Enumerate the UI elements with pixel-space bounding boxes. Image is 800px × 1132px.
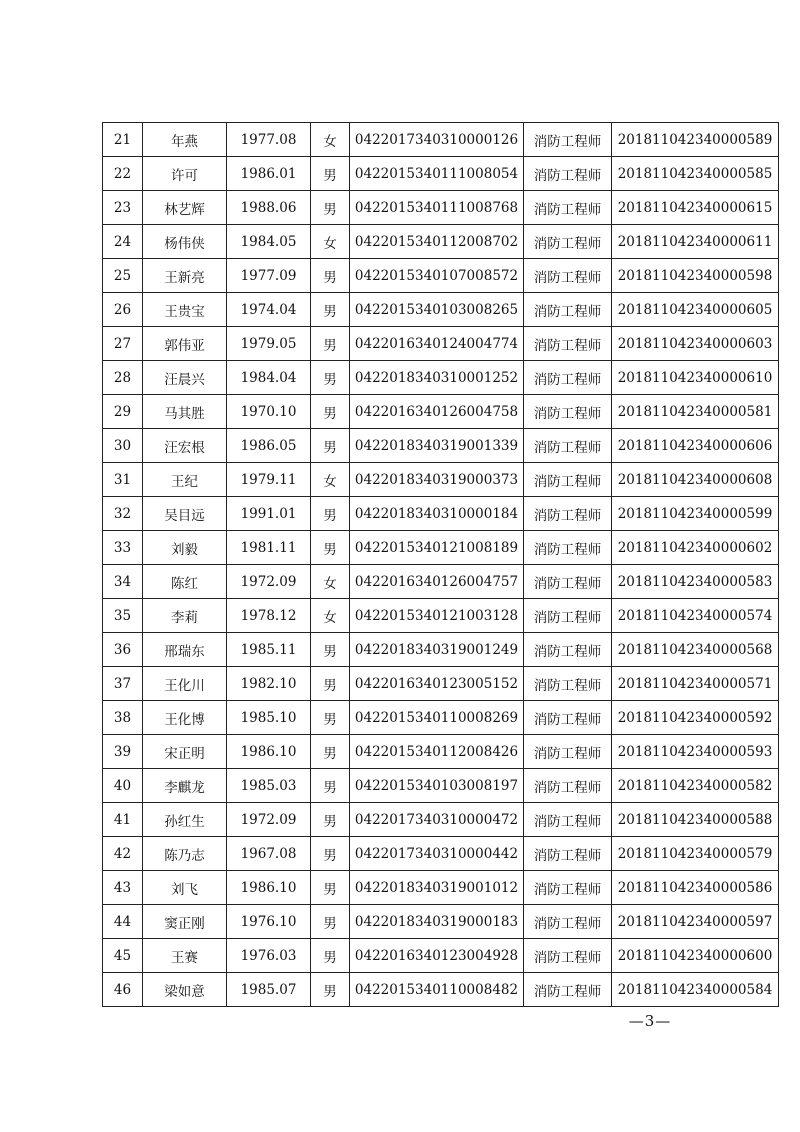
registration-number-cell: 201811042340000602 — [612, 531, 779, 565]
sex-cell: 女 — [311, 463, 350, 497]
birth-date-cell: 1978.12 — [227, 599, 311, 633]
professional-title-cell: 消防工程师 — [524, 463, 612, 497]
sex-cell: 男 — [311, 497, 350, 531]
sex-cell: 男 — [311, 837, 350, 871]
row-number-cell: 29 — [103, 395, 143, 429]
row-number-cell: 46 — [103, 973, 143, 1007]
sex-cell: 女 — [311, 225, 350, 259]
table-row — [103, 157, 779, 191]
row-number-cell: 31 — [103, 463, 143, 497]
table-row — [103, 837, 779, 871]
row-number-cell: 21 — [103, 123, 143, 157]
sex-cell: 男 — [311, 531, 350, 565]
birth-date-cell: 1979.05 — [227, 327, 311, 361]
row-number-cell: 33 — [103, 531, 143, 565]
certificate-number-cell: 0422015340103008197 — [350, 769, 524, 803]
certificate-number-cell: 0422018340310001252 — [350, 361, 524, 395]
certificate-number-cell: 0422015340111008768 — [350, 191, 524, 225]
sex-cell: 男 — [311, 191, 350, 225]
certificate-number-cell: 0422018340310000184 — [350, 497, 524, 531]
certificate-number-cell: 0422016340123005152 — [350, 667, 524, 701]
sex-cell: 男 — [311, 735, 350, 769]
professional-title-cell: 消防工程师 — [524, 395, 612, 429]
name-cell: 年燕 — [143, 123, 227, 157]
professional-title-cell: 消防工程师 — [524, 191, 612, 225]
row-number-cell: 26 — [103, 293, 143, 327]
name-cell: 孙红生 — [143, 803, 227, 837]
table-row — [103, 497, 779, 531]
professional-title-cell: 消防工程师 — [524, 599, 612, 633]
sex-cell: 男 — [311, 361, 350, 395]
registration-number-cell: 201811042340000615 — [612, 191, 779, 225]
row-number-cell: 22 — [103, 157, 143, 191]
row-number-cell: 40 — [103, 769, 143, 803]
engineer-roster-table — [102, 122, 779, 1007]
name-cell: 宋正明 — [143, 735, 227, 769]
row-number-cell: 41 — [103, 803, 143, 837]
certificate-number-cell: 0422015340112008426 — [350, 735, 524, 769]
certificate-number-cell: 0422015340103008265 — [350, 293, 524, 327]
registration-number-cell: 201811042340000585 — [612, 157, 779, 191]
professional-title-cell: 消防工程师 — [524, 497, 612, 531]
registration-number-cell: 201811042340000588 — [612, 803, 779, 837]
sex-cell: 男 — [311, 157, 350, 191]
table-row — [103, 701, 779, 735]
table-row — [103, 463, 779, 497]
sex-cell: 女 — [311, 565, 350, 599]
professional-title-cell: 消防工程师 — [524, 361, 612, 395]
table-row — [103, 599, 779, 633]
name-cell: 陈乃志 — [143, 837, 227, 871]
name-cell: 陈红 — [143, 565, 227, 599]
table-row — [103, 327, 779, 361]
professional-title-cell: 消防工程师 — [524, 701, 612, 735]
birth-date-cell: 1986.10 — [227, 871, 311, 905]
professional-title-cell: 消防工程师 — [524, 123, 612, 157]
row-number-cell: 35 — [103, 599, 143, 633]
birth-date-cell: 1986.05 — [227, 429, 311, 463]
name-cell: 王贵宝 — [143, 293, 227, 327]
table-row — [103, 565, 779, 599]
row-number-cell: 42 — [103, 837, 143, 871]
certificate-number-cell: 0422018340319000183 — [350, 905, 524, 939]
sex-cell: 女 — [311, 123, 350, 157]
registration-number-cell: 201811042340000571 — [612, 667, 779, 701]
sex-cell: 男 — [311, 769, 350, 803]
birth-date-cell: 1979.11 — [227, 463, 311, 497]
birth-date-cell: 1984.05 — [227, 225, 311, 259]
table-row — [103, 871, 779, 905]
row-number-cell: 43 — [103, 871, 143, 905]
birth-date-cell: 1985.10 — [227, 701, 311, 735]
row-number-cell: 27 — [103, 327, 143, 361]
professional-title-cell: 消防工程师 — [524, 633, 612, 667]
birth-date-cell: 1985.11 — [227, 633, 311, 667]
table-row — [103, 293, 779, 327]
birth-date-cell: 1985.03 — [227, 769, 311, 803]
registration-number-cell: 201811042340000599 — [612, 497, 779, 531]
table-row — [103, 361, 779, 395]
certificate-number-cell: 0422016340124004774 — [350, 327, 524, 361]
certificate-number-cell: 0422015340121003128 — [350, 599, 524, 633]
professional-title-cell: 消防工程师 — [524, 225, 612, 259]
name-cell: 王化川 — [143, 667, 227, 701]
professional-title-cell: 消防工程师 — [524, 531, 612, 565]
birth-date-cell: 1977.09 — [227, 259, 311, 293]
registration-number-cell: 201811042340000610 — [612, 361, 779, 395]
certificate-number-cell: 0422018340319001249 — [350, 633, 524, 667]
name-cell: 刘毅 — [143, 531, 227, 565]
certificate-number-cell: 0422018340319001339 — [350, 429, 524, 463]
registration-number-cell: 201811042340000574 — [612, 599, 779, 633]
table-row — [103, 531, 779, 565]
row-number-cell: 44 — [103, 905, 143, 939]
certificate-number-cell: 0422017340310000126 — [350, 123, 524, 157]
sex-cell: 男 — [311, 803, 350, 837]
registration-number-cell: 201811042340000584 — [612, 973, 779, 1007]
table-row — [103, 633, 779, 667]
birth-date-cell: 1974.04 — [227, 293, 311, 327]
registration-number-cell: 201811042340000593 — [612, 735, 779, 769]
name-cell: 杨伟侠 — [143, 225, 227, 259]
table-row — [103, 225, 779, 259]
table-row — [103, 667, 779, 701]
certificate-number-cell: 0422017340310000442 — [350, 837, 524, 871]
row-number-cell: 45 — [103, 939, 143, 973]
sex-cell: 男 — [311, 905, 350, 939]
name-cell: 王赛 — [143, 939, 227, 973]
name-cell: 郭伟亚 — [143, 327, 227, 361]
certificate-number-cell: 0422015340121008189 — [350, 531, 524, 565]
certificate-number-cell: 0422016340123004928 — [350, 939, 524, 973]
sex-cell: 男 — [311, 633, 350, 667]
table-row — [103, 191, 779, 225]
name-cell: 汪宏根 — [143, 429, 227, 463]
birth-date-cell: 1976.03 — [227, 939, 311, 973]
table-row — [103, 905, 779, 939]
table-row — [103, 769, 779, 803]
birth-date-cell: 1967.08 — [227, 837, 311, 871]
certificate-number-cell: 0422015340110008269 — [350, 701, 524, 735]
professional-title-cell: 消防工程师 — [524, 259, 612, 293]
name-cell: 林艺辉 — [143, 191, 227, 225]
registration-number-cell: 201811042340000568 — [612, 633, 779, 667]
birth-date-cell: 1988.06 — [227, 191, 311, 225]
certificate-number-cell: 0422015340107008572 — [350, 259, 524, 293]
sex-cell: 男 — [311, 395, 350, 429]
birth-date-cell: 1982.10 — [227, 667, 311, 701]
registration-number-cell: 201811042340000611 — [612, 225, 779, 259]
registration-number-cell: 201811042340000583 — [612, 565, 779, 599]
row-number-cell: 38 — [103, 701, 143, 735]
professional-title-cell: 消防工程师 — [524, 973, 612, 1007]
registration-number-cell: 201811042340000597 — [612, 905, 779, 939]
name-cell: 邢瑞东 — [143, 633, 227, 667]
certificate-number-cell: 0422016340126004758 — [350, 395, 524, 429]
name-cell: 王新亮 — [143, 259, 227, 293]
birth-date-cell: 1984.04 — [227, 361, 311, 395]
table-row — [103, 259, 779, 293]
professional-title-cell: 消防工程师 — [524, 939, 612, 973]
table-body — [103, 123, 779, 1007]
row-number-cell: 25 — [103, 259, 143, 293]
registration-number-cell: 201811042340000605 — [612, 293, 779, 327]
sex-cell: 男 — [311, 259, 350, 293]
professional-title-cell: 消防工程师 — [524, 157, 612, 191]
professional-title-cell: 消防工程师 — [524, 769, 612, 803]
sex-cell: 男 — [311, 429, 350, 463]
table-row — [103, 123, 779, 157]
birth-date-cell: 1972.09 — [227, 803, 311, 837]
registration-number-cell: 201811042340000589 — [612, 123, 779, 157]
birth-date-cell: 1972.09 — [227, 565, 311, 599]
name-cell: 王纪 — [143, 463, 227, 497]
professional-title-cell: 消防工程师 — [524, 429, 612, 463]
birth-date-cell: 1970.10 — [227, 395, 311, 429]
birth-date-cell: 1991.01 — [227, 497, 311, 531]
name-cell: 许可 — [143, 157, 227, 191]
row-number-cell: 28 — [103, 361, 143, 395]
birth-date-cell: 1976.10 — [227, 905, 311, 939]
row-number-cell: 36 — [103, 633, 143, 667]
certificate-number-cell: 0422015340111008054 — [350, 157, 524, 191]
name-cell: 李麒龙 — [143, 769, 227, 803]
name-cell: 李莉 — [143, 599, 227, 633]
sex-cell: 男 — [311, 327, 350, 361]
name-cell: 刘飞 — [143, 871, 227, 905]
professional-title-cell: 消防工程师 — [524, 327, 612, 361]
professional-title-cell: 消防工程师 — [524, 735, 612, 769]
certificate-number-cell: 0422018340319001012 — [350, 871, 524, 905]
name-cell: 窦正刚 — [143, 905, 227, 939]
professional-title-cell: 消防工程师 — [524, 565, 612, 599]
certificate-number-cell: 0422015340112008702 — [350, 225, 524, 259]
birth-date-cell: 1985.07 — [227, 973, 311, 1007]
sex-cell: 男 — [311, 939, 350, 973]
row-number-cell: 32 — [103, 497, 143, 531]
sex-cell: 男 — [311, 667, 350, 701]
row-number-cell: 39 — [103, 735, 143, 769]
name-cell: 马其胜 — [143, 395, 227, 429]
registration-number-cell: 201811042340000582 — [612, 769, 779, 803]
birth-date-cell: 1986.01 — [227, 157, 311, 191]
registration-number-cell: 201811042340000600 — [612, 939, 779, 973]
certificate-number-cell: 0422018340319000373 — [350, 463, 524, 497]
professional-title-cell: 消防工程师 — [524, 905, 612, 939]
row-number-cell: 23 — [103, 191, 143, 225]
sex-cell: 女 — [311, 599, 350, 633]
sex-cell: 男 — [311, 293, 350, 327]
name-cell: 王化博 — [143, 701, 227, 735]
sex-cell: 男 — [311, 973, 350, 1007]
registration-number-cell: 201811042340000598 — [612, 259, 779, 293]
page-number: —3— — [628, 1012, 672, 1030]
birth-date-cell: 1986.10 — [227, 735, 311, 769]
registration-number-cell: 201811042340000581 — [612, 395, 779, 429]
birth-date-cell: 1977.08 — [227, 123, 311, 157]
registration-number-cell: 201811042340000586 — [612, 871, 779, 905]
sex-cell: 男 — [311, 871, 350, 905]
registration-number-cell: 201811042340000608 — [612, 463, 779, 497]
professional-title-cell: 消防工程师 — [524, 667, 612, 701]
row-number-cell: 34 — [103, 565, 143, 599]
table-row — [103, 973, 779, 1007]
table-row — [103, 735, 779, 769]
registration-number-cell: 201811042340000603 — [612, 327, 779, 361]
row-number-cell: 37 — [103, 667, 143, 701]
sex-cell: 男 — [311, 701, 350, 735]
table-row — [103, 803, 779, 837]
row-number-cell: 24 — [103, 225, 143, 259]
certificate-number-cell: 0422016340126004757 — [350, 565, 524, 599]
table-row — [103, 939, 779, 973]
name-cell: 吴目远 — [143, 497, 227, 531]
row-number-cell: 30 — [103, 429, 143, 463]
table-row — [103, 429, 779, 463]
registration-number-cell: 201811042340000592 — [612, 701, 779, 735]
table-row — [103, 395, 779, 429]
birth-date-cell: 1981.11 — [227, 531, 311, 565]
professional-title-cell: 消防工程师 — [524, 871, 612, 905]
name-cell: 梁如意 — [143, 973, 227, 1007]
certificate-number-cell: 0422015340110008482 — [350, 973, 524, 1007]
professional-title-cell: 消防工程师 — [524, 293, 612, 327]
certificate-number-cell: 0422017340310000472 — [350, 803, 524, 837]
name-cell: 汪晨兴 — [143, 361, 227, 395]
professional-title-cell: 消防工程师 — [524, 837, 612, 871]
registration-number-cell: 201811042340000606 — [612, 429, 779, 463]
professional-title-cell: 消防工程师 — [524, 803, 612, 837]
registration-number-cell: 201811042340000579 — [612, 837, 779, 871]
